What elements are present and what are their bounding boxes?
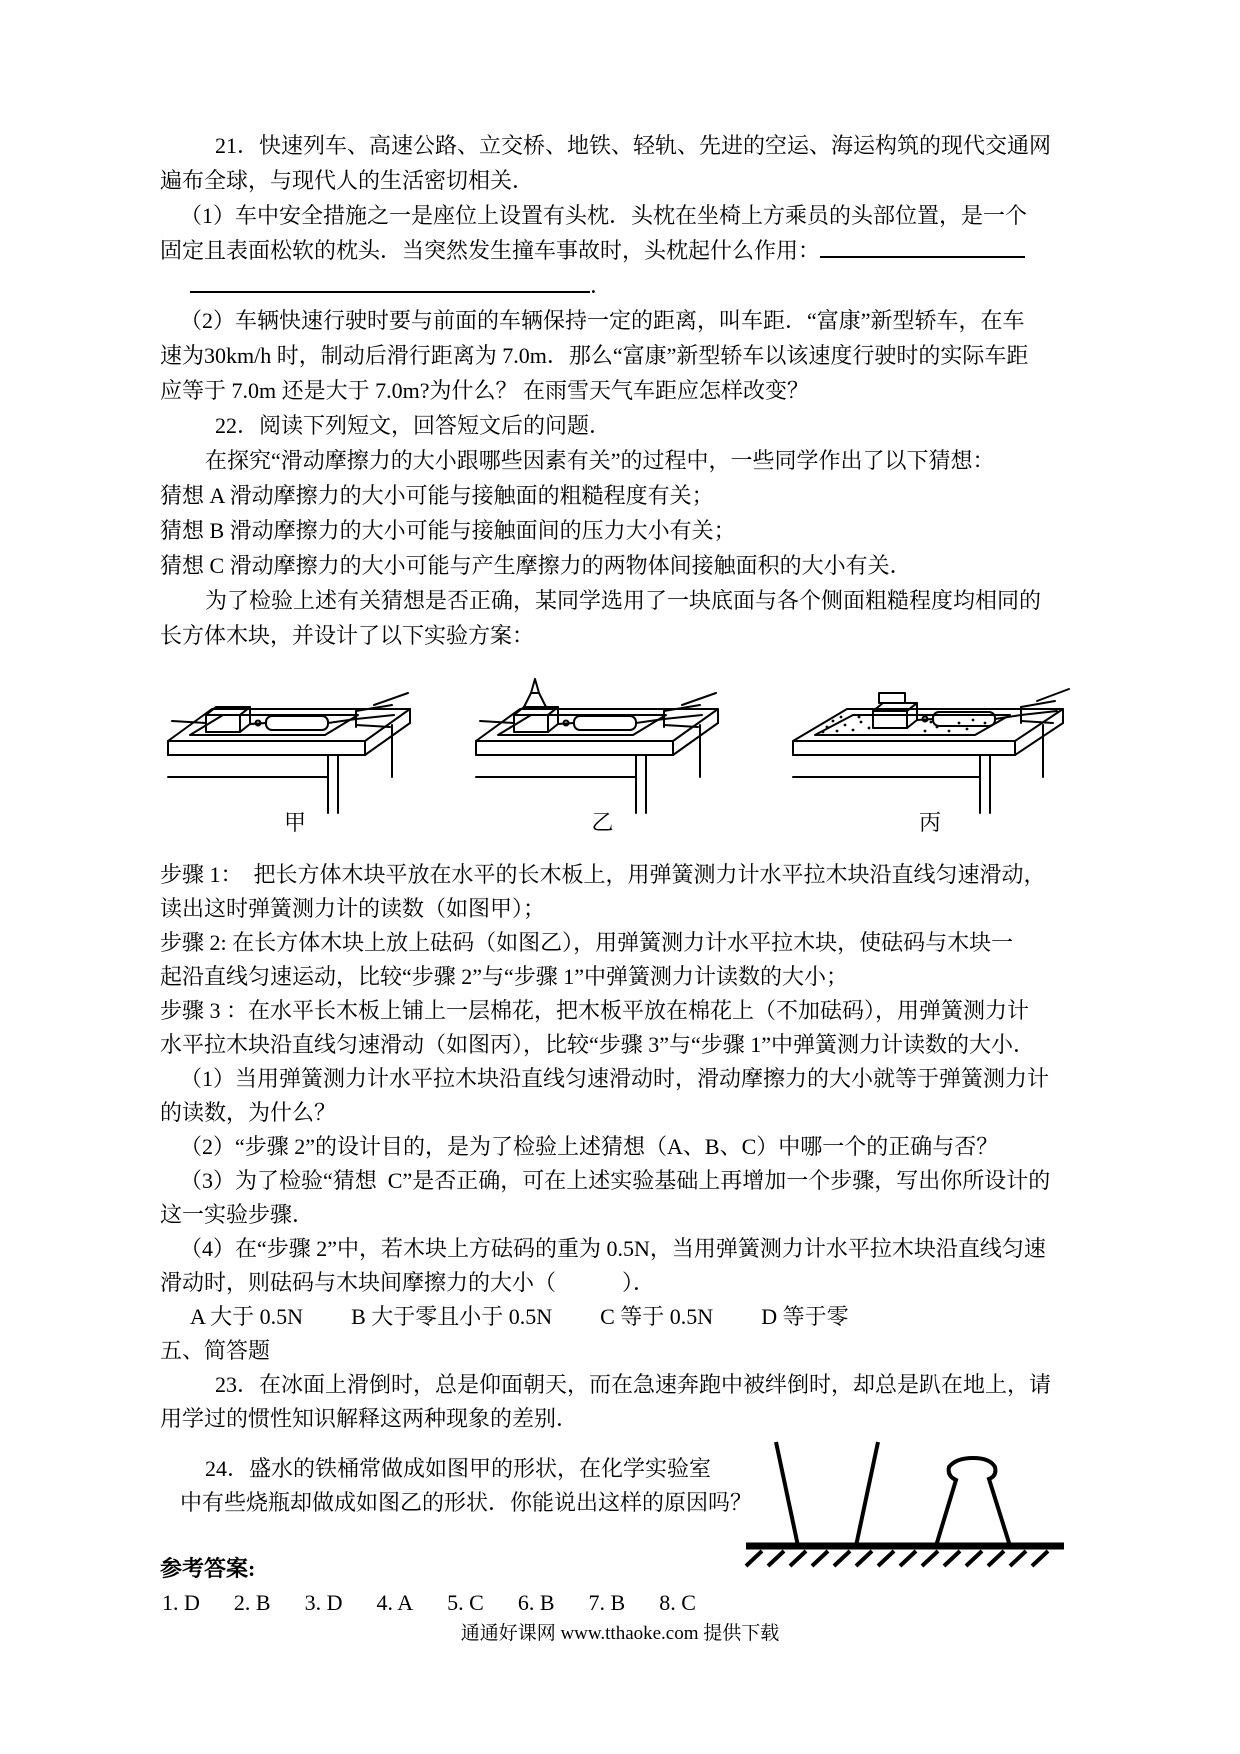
q23-line-2: 用学过的惯性知识解释这两种现象的差别． <box>160 1406 579 1431</box>
q22-sub2: （2）“步骤 2”的设计目的，是为了检验上述猜想（A、B、C）中哪一个的正确与否？ <box>180 1134 999 1159</box>
experiment-figure-bing <box>775 665 1085 840</box>
q24-figure <box>740 1436 1070 1586</box>
spring-scale <box>558 716 636 730</box>
hand <box>995 689 1069 723</box>
section-5-heading: 五、简答题 <box>160 1338 271 1363</box>
q22-guess-c: 猜想 C 滑动摩擦力的大小可能与产生摩擦力的两物体间接触面积的大小有关． <box>160 553 912 578</box>
q22-line-2: 在探究“滑动摩擦力的大小跟哪些因素有关”的过程中，一些同学作出了以下猜想： <box>205 448 995 473</box>
figure-label-yi: 乙 <box>591 810 614 835</box>
wood-block <box>514 707 558 732</box>
bucket-shape <box>776 1442 878 1546</box>
q22-intro-line-1: 为了检验上述有关猜想是否正确，某同学选用了一块底面与各个侧面粗糙程度均相同的 <box>205 588 1042 613</box>
step1-line-1: 步骤 1： 把长方体木块平放在水平的长木板上，用弹簧测力计水平拉木块沿直线匀速滑动， <box>160 862 1046 887</box>
answer-3: 3. D <box>304 1590 343 1615</box>
answer-7: 7. B <box>588 1590 626 1615</box>
answer-blank-line <box>820 236 1025 258</box>
q21-line-1: 21．快速列车、高速公路、立交桥、地铁、轻轨、先进的空运、海运构筑的现代交通网 <box>215 133 1052 158</box>
q23-line-1: 23．在冰面上滑倒时，总是仰面朝天，而在急速奔跑中被绊倒时，却总是趴在地上，请 <box>215 1372 1052 1397</box>
q22-guess-a: 猜想 A 滑动摩擦力的大小可能与接触面的粗糙程度有关； <box>160 483 714 508</box>
answer-6: 6. B <box>517 1590 555 1615</box>
q22-steps <box>160 858 1085 1620</box>
option-a: A 大于 0.5N <box>190 1304 304 1329</box>
experiment-figures-row <box>160 665 1085 840</box>
wood-block <box>206 707 250 732</box>
site-footer: 通通好课网 www.tthaoke.com 提供下载 <box>460 1623 780 1644</box>
q21-part2-line-2: 速为30km/h 时，制动后滑行距离为 7.0m．那么“富康”新型轿车以该速度行驶时的实际车距 <box>160 343 1029 368</box>
q22-guess-b: 猜想 B 滑动摩擦力的大小可能与接触面间的压力大小有关； <box>160 518 736 543</box>
q22-sub4-line-1: （4）在“步骤 2”中，若木块上方砝码的重为 0.5N，当用弹簧测力计水平拉木块沿直线匀速 <box>180 1236 1046 1261</box>
q21-part2-line-3: 应等于 7.0m 还是大于 7.0m?为什么？ 在雨雪天气车距应怎样改变？ <box>160 378 809 403</box>
step2-line-1: 步骤 2: 在长方体木块上放上砝码（如图乙），用弹簧测力计水平拉木块，使砝码与木块一 <box>160 930 1014 955</box>
q22-sub1-line-2: 的读数，为什么？ <box>160 1100 337 1125</box>
reference-answers-heading: 参考答案: <box>160 1556 256 1581</box>
q21-part1-line-2: 固定且表面松软的枕头．当突然发生撞车事故时，头枕起什么作用： <box>160 233 1085 268</box>
answer-1: 1. D <box>162 1590 200 1615</box>
answer-blank-line <box>190 271 590 293</box>
ground-line <box>746 1546 1064 1566</box>
q21-part2-line-1: （2）车辆快速行驶时要与前面的车辆保持一定的距离，叫车距．“富康”新型轿车，在车 <box>180 308 1025 333</box>
figure-label-jia: 甲 <box>283 810 306 835</box>
q22-options-row <box>160 1300 1085 1334</box>
q21-part1-blank-row: ． <box>160 268 1085 303</box>
option-b: B 大于零且小于 0.5N <box>351 1304 553 1329</box>
table-block-weight-spring-scale-figure <box>468 665 738 815</box>
q22-intro-line-2: 长方体木块，并设计了以下实验方案： <box>160 623 535 648</box>
q22-line-1: 22．阅读下列短文，回答短文后的问题． <box>215 413 612 438</box>
q24-line-1: 24．盛水的铁桶常做成如图甲的形状，在化学实验室 <box>205 1456 712 1481</box>
q22-sub3-line-2: 这一实验步骤． <box>160 1202 315 1227</box>
weight-on-block <box>524 679 546 707</box>
step2-line-2: 起沿直线匀速运动，比较“步骤 2”与“步骤 1”中弹簧测力计读数的大小； <box>160 964 849 989</box>
step3-line-2: 水平拉木块沿直线匀速滑动（如图丙），比较“步骤 3”与“步骤 1”中弹簧测力计读数的大小． <box>160 1032 1036 1057</box>
flask-shape <box>936 1458 1010 1546</box>
q22-sub4-line-2: 滑动时，则砝码与木块间摩擦力的大小（ ）． <box>160 1270 656 1295</box>
step3-line-1: 步骤 3 ：在水平长木板上铺上一层棉花，把木板平放在棉花上（不加砝码），用弹簧测力计 <box>160 998 1030 1023</box>
q22-sub3-line-1: （3）为了检验“猜想 C”是否正确，可在上述实验基础上再增加一个步骤，写出你所设计的 <box>180 1168 1051 1193</box>
table-cotton-block-spring-scale-figure <box>775 665 1085 815</box>
reference-answers-row <box>160 1586 1085 1620</box>
bucket-and-flask-figure <box>740 1436 1070 1576</box>
table-block-spring-scale-figure <box>160 665 430 815</box>
q21-line-2: 遍布全球，与现代人的生活密切相关． <box>160 168 535 193</box>
q21-part1-line-1: （1）车中安全措施之一是座位上设置有头枕．头枕在坐椅上方乘员的头部位置，是一个 <box>180 203 1028 228</box>
option-d: D 等于零 <box>761 1304 849 1329</box>
figure-label-bing: 丙 <box>918 810 941 835</box>
q24-block <box>160 1452 1085 1538</box>
q24-line-2: 中有些烧瓶却做成如图乙的形状．你能说出这样的原因吗？ <box>180 1490 753 1515</box>
answer-8: 8. C <box>659 1590 696 1615</box>
document-content <box>160 128 1085 1620</box>
q24-text <box>160 1452 780 1520</box>
experiment-figure-jia <box>160 665 430 840</box>
spring-scale <box>250 716 328 730</box>
answer-2: 2. B <box>233 1590 271 1615</box>
answer-4: 4. A <box>376 1590 414 1615</box>
q22-sub1-line-1: （1）当用弹簧测力计水平拉木块沿直线匀速滑动时，滑动摩擦力的大小就等于弹簧测力计 <box>180 1066 1050 1091</box>
wood-block <box>873 693 917 728</box>
option-c: C 等于 0.5N <box>600 1304 714 1329</box>
answer-5: 5. C <box>447 1590 484 1615</box>
step1-line-2: 读出这时弹簧测力计的读数（如图甲）； <box>160 896 546 921</box>
experiment-figure-yi <box>468 665 738 840</box>
